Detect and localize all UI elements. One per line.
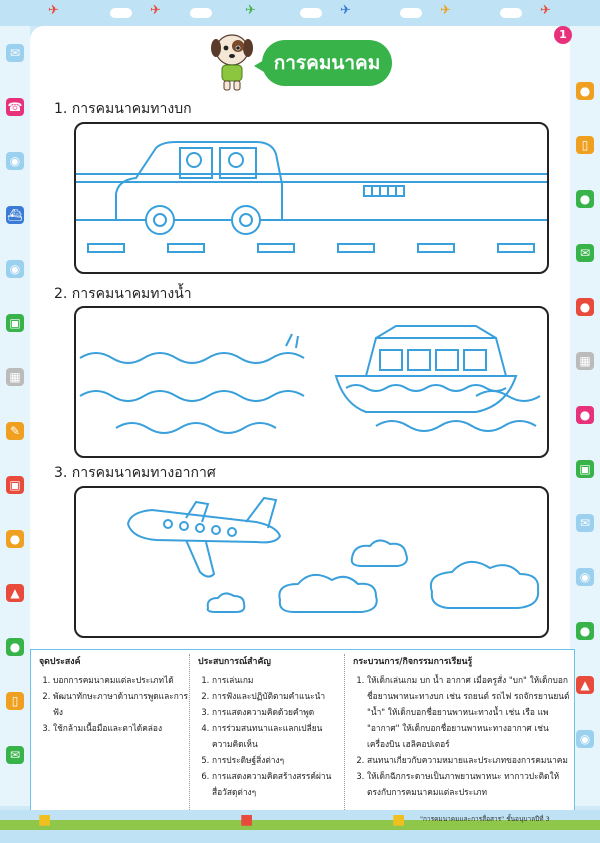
page-title: การคมนาคม — [262, 40, 392, 86]
section-heading-water: 2. การคมนาคมทางน้ำ — [54, 286, 192, 302]
car-on-road-illustration — [76, 124, 547, 272]
airplane-icon: ✈ — [245, 3, 256, 18]
list-item: 3. ใช้กล้ามเนื้อมือและตาได้คล่อง — [53, 720, 189, 736]
airplane-and-clouds-illustration — [76, 488, 547, 636]
cloud-icon — [300, 8, 322, 18]
phone-icon: ▯ — [576, 136, 594, 154]
balloon-icon: ● — [576, 406, 594, 424]
balloon-icon: ● — [576, 190, 594, 208]
cloud-icon — [190, 8, 212, 18]
balloon-icon: ● — [6, 638, 24, 656]
dog-mascot-icon — [208, 28, 256, 94]
satellite-icon: ◉ — [6, 260, 24, 278]
list-item: 2. สนทนาเกี่ยวกับความหมายและประเภทของการคมนาคม — [367, 752, 572, 768]
balloon-icon: ● — [576, 298, 594, 316]
rocket-icon: ▲ — [576, 676, 594, 694]
activities-column — [344, 654, 572, 812]
bus-icon: ▣ — [6, 314, 24, 332]
keyboard-icon: ▦ — [576, 352, 594, 370]
helicopter-icon: ✈ — [540, 3, 551, 18]
key-experiences-heading: ประสบการณ์สำคัญ — [198, 657, 271, 667]
list-item: 2. การฟังและปฏิบัติตามคำแนะนำ — [212, 688, 341, 704]
bus-icon: ▣ — [576, 460, 594, 478]
list-item: 1. การเล่นเกม — [212, 672, 341, 688]
land-transport-panel — [74, 122, 549, 274]
list-item: 6. การแสดงความคิดสร้างสรรค์ผ่านสื่อวัสดุต่างๆ — [212, 768, 341, 800]
list-item: 3. การแสดงความคิดด้วยคำพูด — [212, 704, 341, 720]
rocket-icon: ▲ — [6, 584, 24, 602]
water-transport-panel — [74, 306, 549, 458]
left-decoration-column — [0, 26, 30, 806]
airplane-icon: ✈ — [150, 3, 161, 18]
list-item: 3. ให้เด็กฉีกกระดาษเป็นภาพยานพาหนะ ทากาวปะติดให้ตรงกับการคมนาคมแต่ละประเภท — [367, 768, 572, 800]
section-heading-land: 1. การคมนาคมทางบก — [54, 101, 192, 117]
objectives-heading: จุดประสงค์ — [39, 657, 81, 667]
airplane-icon: ✈ — [48, 3, 59, 18]
mail-icon: ✉ — [576, 244, 594, 262]
satellite-icon: ◉ — [576, 730, 594, 748]
activities-heading: กระบวนการ/กิจกรรมการเรียนรู้ — [353, 657, 473, 667]
list-item: 1. ให้เด็กเล่นเกม บก น้ำ อากาศ เมื่อครูสั่ง "บก" ให้เด็กบอกชื่อยานพาหนะทางบก เช่น รถยนต์ รถไฟ รถจักรยานยนต์ "น้ำ" ให้เด็กบอกชื่อยานพาหนะทางน้ำ เช่น เรือ แพ "อากาศ" ให้เด็กบอกชื่อยานพาหนะทางอากาศ เช่น เครื่องบิน เฮลิคอปเตอร์ — [367, 672, 572, 752]
top-decoration-strip — [0, 0, 600, 26]
section-heading-air: 3. การคมนาคมทางอากาศ — [54, 465, 216, 481]
key-experiences-column — [189, 654, 341, 812]
air-transport-panel — [74, 486, 549, 638]
cloud-icon — [110, 8, 132, 18]
cloud-icon — [500, 8, 522, 18]
ship-icon: ⛴ — [7, 208, 23, 222]
boat-on-water-illustration — [76, 308, 547, 456]
list-item: 5. การประดิษฐ์สิ่งต่างๆ — [212, 752, 341, 768]
car-icon: ■ — [38, 812, 52, 828]
satellite-icon: ◉ — [576, 568, 594, 586]
list-item: 4. การร่วมสนทนาและแลกเปลี่ยนความคิดเห็น — [212, 720, 341, 752]
mail-icon: ✉ — [576, 514, 594, 532]
page-number-badge: 1 — [554, 26, 572, 44]
airplane-icon: ✈ — [340, 3, 351, 18]
balloon-icon: ● — [6, 530, 24, 548]
footer-caption: "การคมนาคมและการสื่อสาร" ชั้นอนุบาลปีที่ 3 — [420, 815, 550, 823]
mail-icon: ✉ — [6, 746, 24, 764]
car-icon: ■ — [392, 812, 406, 828]
bus-icon: ▣ — [6, 476, 24, 494]
phone-icon: ▯ — [6, 692, 24, 710]
objectives-column — [39, 654, 189, 736]
mail-icon: ✉ — [6, 44, 24, 62]
balloon-icon: ● — [576, 622, 594, 640]
list-item: 1. บอกการคมนาคมแต่ละประเภทได้ — [53, 672, 189, 688]
phone-icon: ☎ — [7, 100, 23, 114]
keyboard-icon: ▦ — [6, 368, 24, 386]
list-item: 2. พัฒนาทักษะภาษาด้านการพูดและการฟัง — [53, 688, 189, 720]
lesson-info-box — [30, 649, 575, 814]
cloud-icon — [400, 8, 422, 18]
balloon-icon: ● — [576, 82, 594, 100]
satellite-icon: ◉ — [6, 152, 24, 170]
airplane-icon: ✈ — [440, 3, 451, 18]
chat-icon: ✎ — [6, 422, 24, 440]
truck-icon: ■ — [240, 812, 254, 828]
